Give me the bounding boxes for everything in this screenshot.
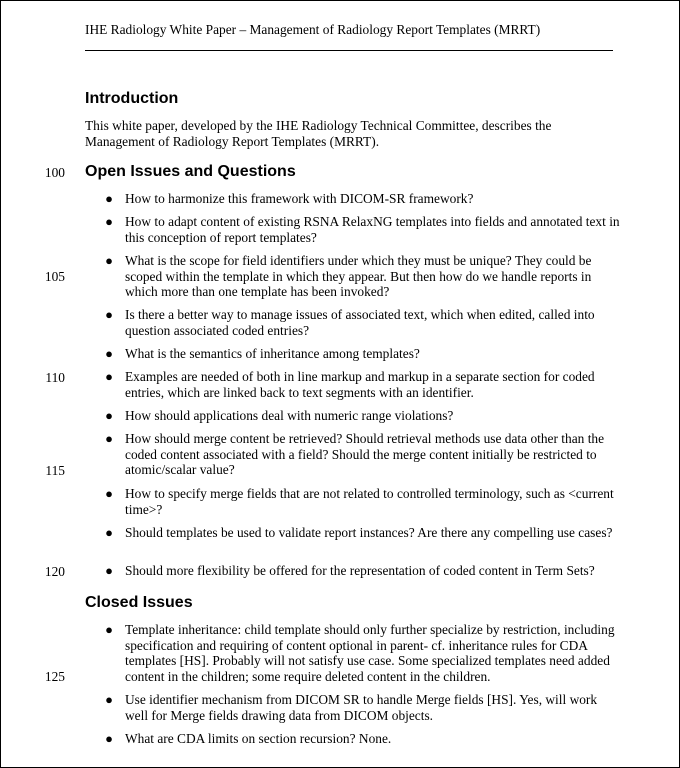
bullet: ● (105, 731, 113, 746)
bullet: ● (105, 692, 113, 707)
list-item: Should templates be used to validate report instances? Are there any compelling use cases? (125, 525, 613, 540)
list-item: Use identifier mechanism from DICOM SR to handle Merge fields [HS]. Yes, will work well for Merge fields drawing data from DICOM objects. (125, 692, 598, 723)
list-item: How to specify merge fields that are not related to controlled terminology, such as <current time>? (125, 486, 614, 517)
bullet: ● (105, 369, 113, 384)
line-number: 120 (44, 564, 65, 579)
list-item: What are CDA limits on section recursion? None. (125, 731, 392, 746)
bullet: ● (105, 622, 113, 637)
bullet: ● (105, 563, 113, 578)
list-item: How should merge content be retrieved? Should retrieval methods use data other than the coded content associated with a field? Should the merge content initially be restricted to atomic/scalar value? (125, 431, 605, 477)
bullet: ● (105, 191, 113, 206)
list-item: What is the semantics of inheritance among templates? (125, 346, 420, 361)
list-item: How should applications deal with numeric range violations? (125, 408, 454, 423)
introduction-paragraph: This white paper, developed by the IHE Radiology Technical Committee, describes the Management of Radiology Report Templates (MRRT). (85, 118, 552, 149)
bullet: ● (105, 431, 113, 446)
bullet: ● (105, 346, 113, 361)
list-item: How to adapt content of existing RSNA RelaxNG templates into fields and annotated text in this conception of report templates? (125, 214, 620, 245)
line-number: 100 (44, 165, 65, 180)
list-item: Is there a better way to manage issues of associated text, which when edited, called into question associated coded entries? (125, 307, 595, 338)
bullet: ● (105, 214, 113, 229)
list-item: Template inheritance: child template should only further specialize by restriction, including specification and requiring of content optional in parent- cf. inheritance rules for CDA templates [HS]. Probably will not satisfy use case. Some specialized templates need added content in the children; some require deleted content in the children. (125, 622, 615, 684)
line-number: 115 (45, 463, 65, 478)
bullet: ● (105, 253, 113, 268)
bullet: ● (105, 525, 113, 540)
bullet: ● (105, 307, 113, 322)
line-number: 110 (45, 370, 65, 385)
list-item: Should more flexibility be offered for the representation of coded content in Term Sets? (125, 563, 595, 578)
list-item: How to harmonize this framework with DICOM-SR framework? (125, 191, 474, 206)
list-item: Examples are needed of both in line markup and markup in a separate section for coded entries, which are linked back to text segments with an identifier. (125, 369, 595, 400)
closed-issues-heading: Closed Issues (85, 594, 193, 611)
list-item: What is the scope for field identifiers under which they must be unique? They could be scoped within the template in which they appear. But then how do we handle reports in which more than one template has been invoked? (125, 253, 592, 299)
line-number: 105 (44, 269, 65, 284)
introduction-heading: Introduction (85, 90, 179, 107)
open-issues-heading: Open Issues and Questions (85, 163, 296, 180)
header-rule (85, 50, 613, 51)
bullet: ● (105, 408, 113, 423)
bullet: ● (105, 486, 113, 501)
line-number: 125 (44, 669, 65, 684)
page-header: IHE Radiology White Paper – Management of Radiology Report Templates (MRRT) (85, 22, 541, 37)
